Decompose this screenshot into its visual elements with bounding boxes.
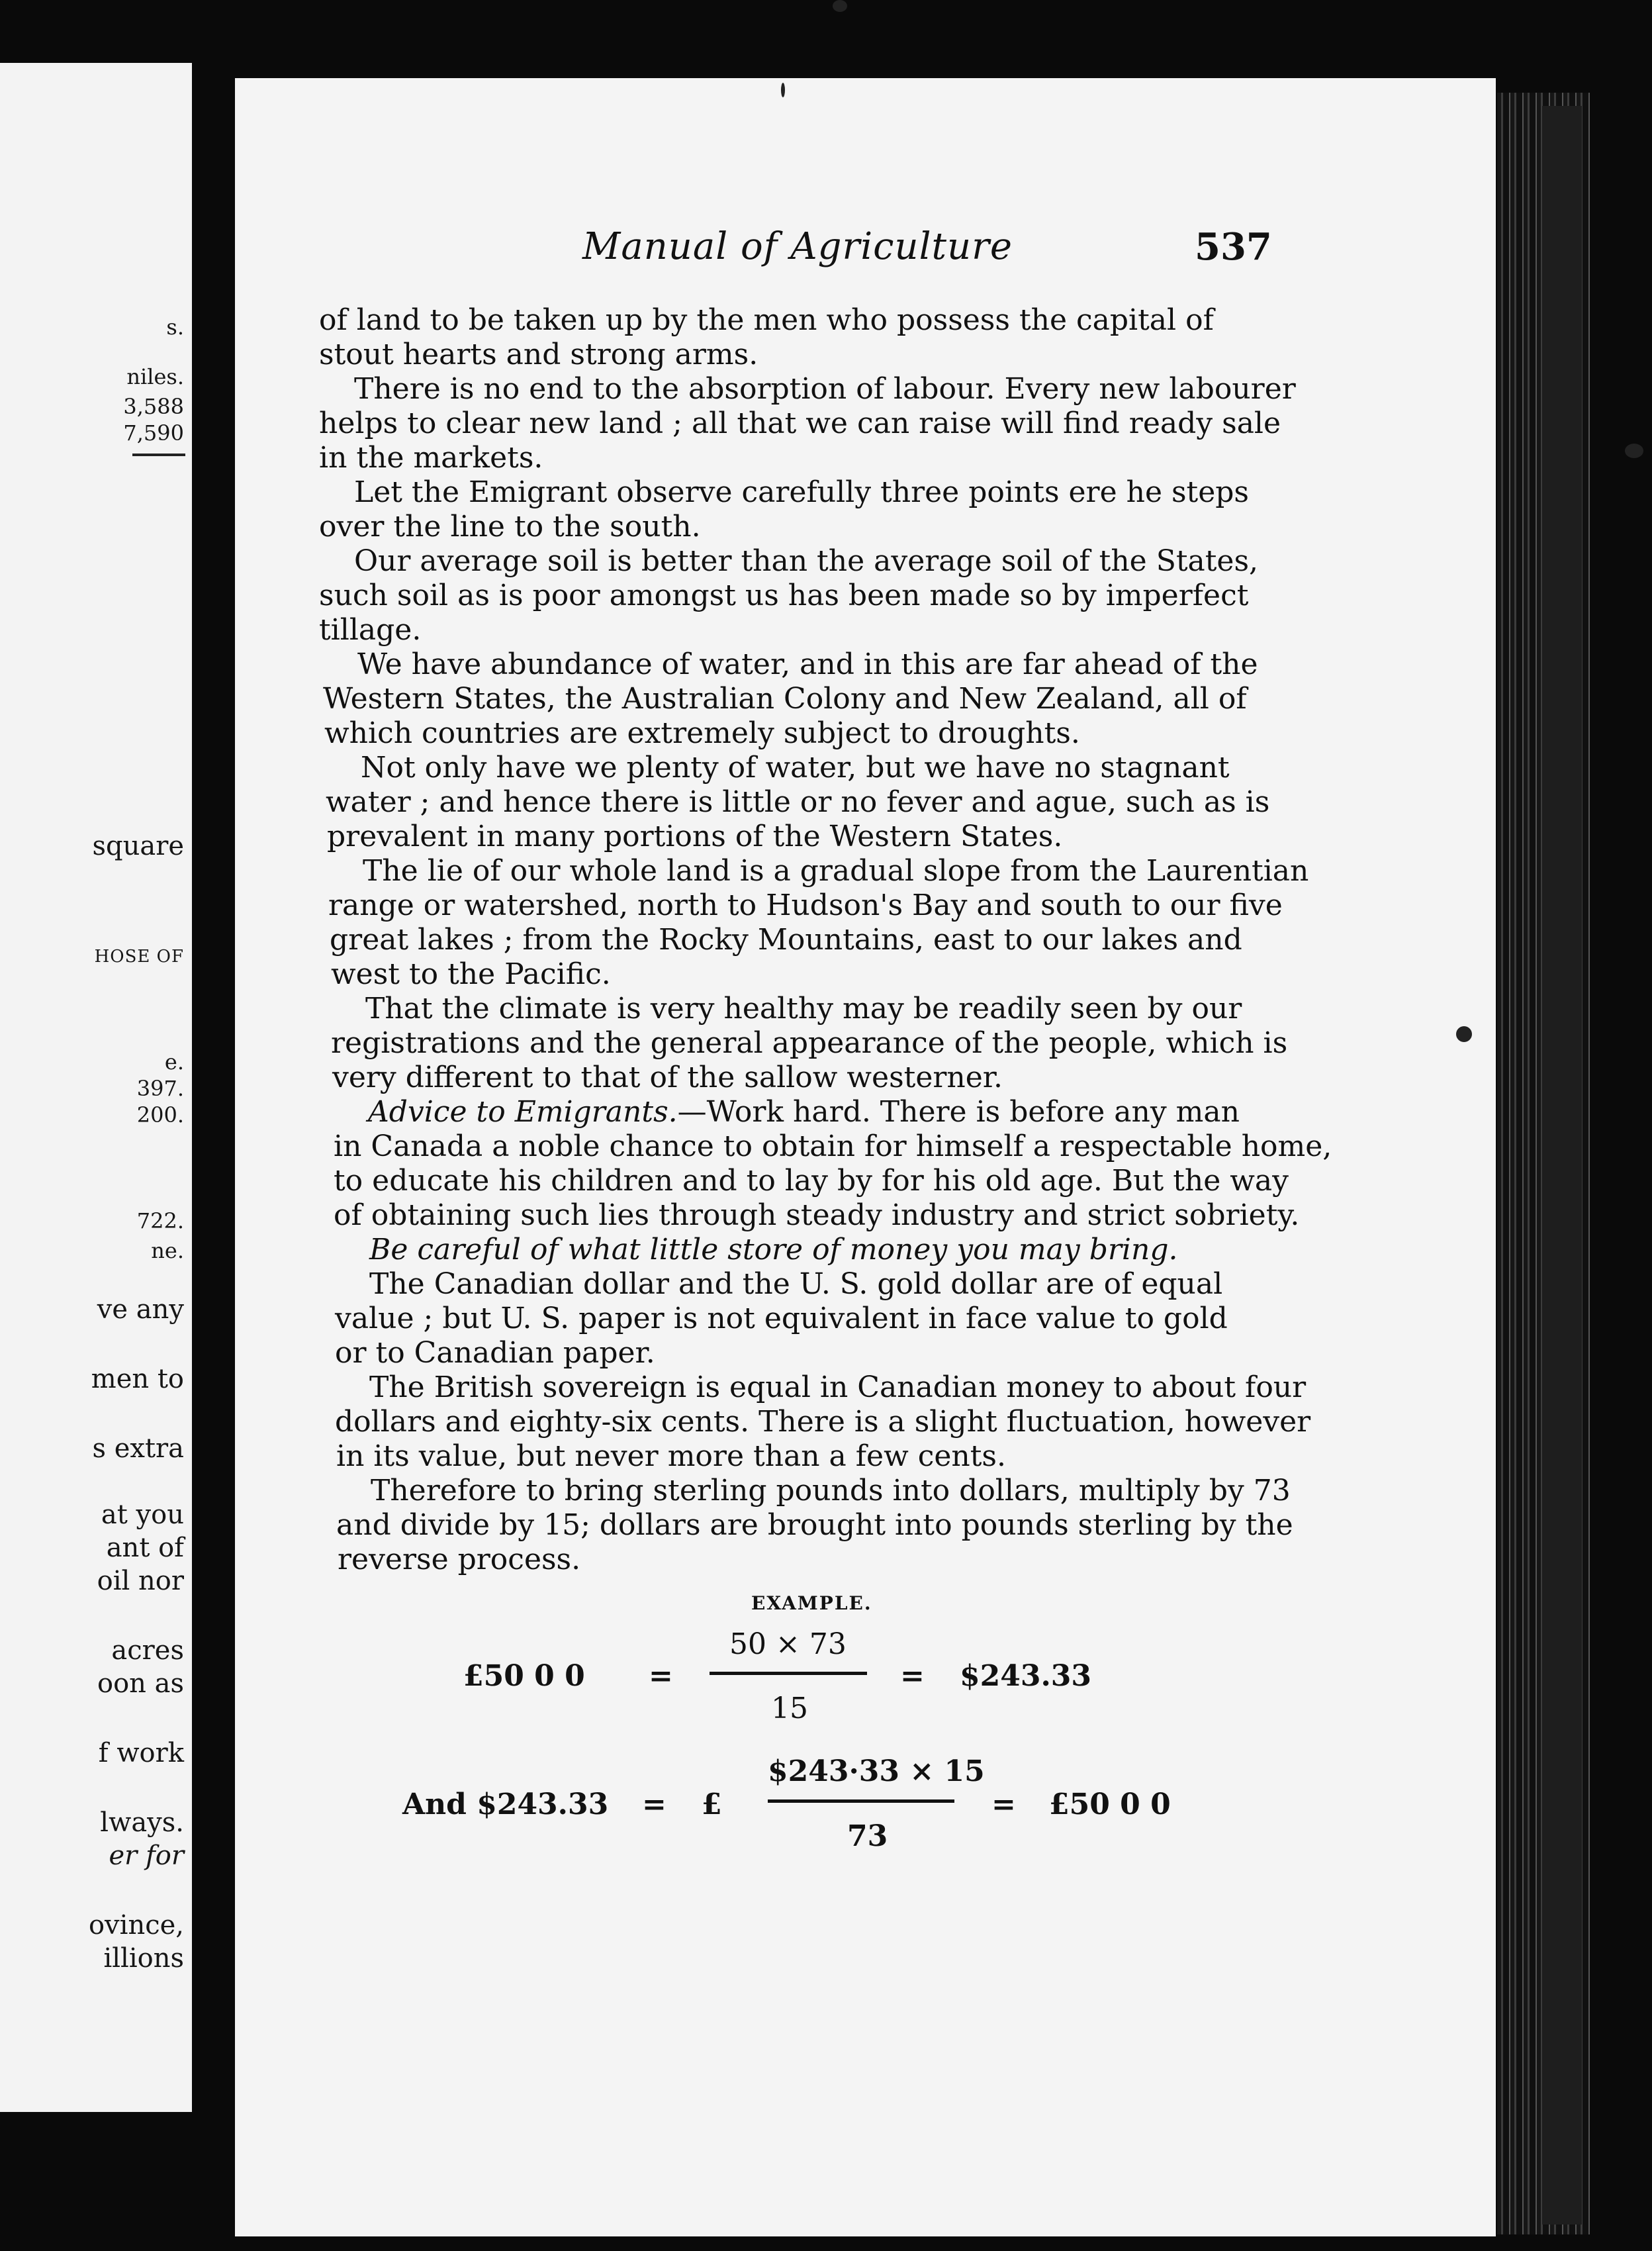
- body-line: value ; but U. S. paper is not equivalent in face value to gold: [335, 1302, 1228, 1335]
- eq2-fraction-bar: [768, 1799, 954, 1803]
- eq1-equals: =: [649, 1659, 673, 1693]
- left-fragment: oil nor: [97, 1566, 184, 1596]
- eq2-denominator: 73: [847, 1819, 888, 1853]
- eq1-result: $243.33: [960, 1659, 1092, 1693]
- body-line: in its value, but never more than a few cents.: [336, 1439, 1006, 1473]
- body-line: in Canada a noble chance to obtain for himself a respectable home,: [334, 1129, 1332, 1163]
- body-line: Therefore to bring sterling pounds into dollars, multiply by 73: [371, 1474, 1291, 1508]
- left-fragment: square: [92, 831, 184, 861]
- body-line: Western States, the Australian Colony and New Zealand, all of: [323, 682, 1247, 716]
- left-fragment: e.: [164, 1049, 184, 1075]
- eq2-result: £50 0 0: [1049, 1788, 1171, 1821]
- body-line: The British sovereign is equal in Canadian money to about four: [369, 1370, 1307, 1404]
- left-fragment: ve any: [97, 1294, 184, 1325]
- body-line: over the line to the south.: [319, 510, 701, 544]
- body-line: or to Canadian paper.: [335, 1336, 655, 1370]
- left-fragment: HOSE OF: [94, 947, 184, 967]
- eq1-fraction-bar: [710, 1672, 867, 1675]
- body-line: There is no end to the absorption of labour. Every new labourer: [354, 372, 1296, 406]
- advice-text: —Work hard. There is before any man: [677, 1095, 1240, 1129]
- left-fragment: ovince,: [88, 1910, 184, 1940]
- body-line: in the markets.: [319, 441, 543, 475]
- left-fragment: ant of: [106, 1533, 184, 1563]
- body-line: to educate his children and to lay by for his old age. But the way: [334, 1164, 1289, 1198]
- body-line: stout hearts and strong arms.: [319, 338, 758, 371]
- left-fragment: men to: [91, 1364, 184, 1394]
- eq2-equals: =: [991, 1788, 1016, 1821]
- body-line: The lie of our whole land is a gradual slope from the Laurentian: [363, 854, 1309, 888]
- left-fragment: at you: [101, 1500, 184, 1530]
- page-number: 537: [1195, 225, 1272, 269]
- body-line: The Canadian dollar and the U. S. gold dollar are of equal: [369, 1267, 1223, 1301]
- advice-line: [368, 1095, 1240, 1129]
- left-fragment: illions: [103, 1943, 184, 1974]
- left-facing-page: [0, 63, 192, 2112]
- left-fragment: oon as: [97, 1668, 184, 1699]
- eq2-left: And $243.33: [402, 1788, 609, 1821]
- left-fragment: 200.: [136, 1102, 184, 1127]
- example-label: EXAMPLE.: [751, 1592, 872, 1614]
- body-line: That the climate is very healthy may be readily seen by our: [365, 992, 1242, 1026]
- left-fragment: 397.: [136, 1076, 184, 1101]
- body-line: of obtaining such lies through steady industry and strict sobriety.: [334, 1198, 1300, 1232]
- body-line: reverse process.: [338, 1543, 581, 1576]
- left-rule: [132, 454, 185, 456]
- left-fragment: f work: [98, 1738, 184, 1768]
- body-line: such soil as is poor amongst us has been made so by imperfect: [319, 579, 1249, 612]
- body-line: registrations and the general appearance of the people, which is: [331, 1026, 1288, 1060]
- left-fragment: ne.: [151, 1238, 184, 1263]
- body-line: range or watershed, north to Hudson's Bay and south to our five: [328, 888, 1283, 922]
- body-line: very different to that of the sallow westerner.: [332, 1061, 1003, 1094]
- scan-speck: [833, 0, 847, 12]
- eq1-denominator: 15: [771, 1692, 808, 1725]
- body-line: prevalent in many portions of the Western States.: [327, 820, 1063, 853]
- left-fragment: lways.: [100, 1807, 184, 1838]
- body-line: of land to be taken up by the men who possess the capital of: [319, 303, 1214, 337]
- left-fragment: niles.: [126, 364, 184, 389]
- running-header-title: Manual of Agriculture: [582, 225, 1013, 268]
- left-fragment: 3,588: [123, 394, 184, 419]
- left-fragment: 7,590: [123, 420, 184, 446]
- body-line: Our average soil is better than the average soil of the States,: [354, 544, 1259, 578]
- book-spine-shadow: [1542, 106, 1582, 2225]
- left-fragment: acres: [111, 1635, 184, 1666]
- body-line: great lakes ; from the Rocky Mountains, east to our lakes and: [330, 923, 1242, 957]
- body-line: water ; and hence there is little or no fever and ague, such as is: [326, 785, 1270, 819]
- body-line: Not only have we plenty of water, but we have no stagnant: [361, 751, 1230, 785]
- eq2-numerator: $243·33 × 15: [768, 1754, 985, 1788]
- body-line: which countries are extremely subject to droughts.: [324, 716, 1080, 750]
- body-line: tillage.: [319, 613, 422, 647]
- body-line: west to the Pacific.: [331, 957, 611, 991]
- body-line-italic: Be careful of what little store of money you may bring.: [369, 1233, 1178, 1267]
- scan-speck: [1625, 444, 1643, 458]
- eq1-left: £50 0 0: [463, 1659, 585, 1693]
- left-fragment: s.: [166, 314, 184, 340]
- advice-heading: Advice to Emigrants.: [368, 1095, 678, 1129]
- eq2-equals: =: [642, 1788, 666, 1821]
- body-line: We have abundance of water, and in this are far ahead of the: [357, 647, 1258, 681]
- left-fragment: er for: [109, 1841, 184, 1871]
- body-line: and divide by 15; dollars are brought into pounds sterling by the: [336, 1508, 1293, 1542]
- body-line: Let the Emigrant observe carefully three points ere he steps: [354, 475, 1250, 509]
- left-fragment: s extra: [92, 1433, 184, 1464]
- scan-speck: [1456, 1026, 1472, 1042]
- body-line: helps to clear new land ; all that we can raise will find ready sale: [319, 407, 1281, 440]
- scan-speck: [781, 83, 785, 97]
- left-fragment: 722.: [136, 1208, 184, 1233]
- eq1-equals: =: [900, 1659, 925, 1693]
- eq1-numerator: 50 × 73: [729, 1627, 847, 1661]
- body-line: dollars and eighty-six cents. There is a slight fluctuation, however: [335, 1405, 1311, 1439]
- eq2-pound: £: [702, 1788, 722, 1821]
